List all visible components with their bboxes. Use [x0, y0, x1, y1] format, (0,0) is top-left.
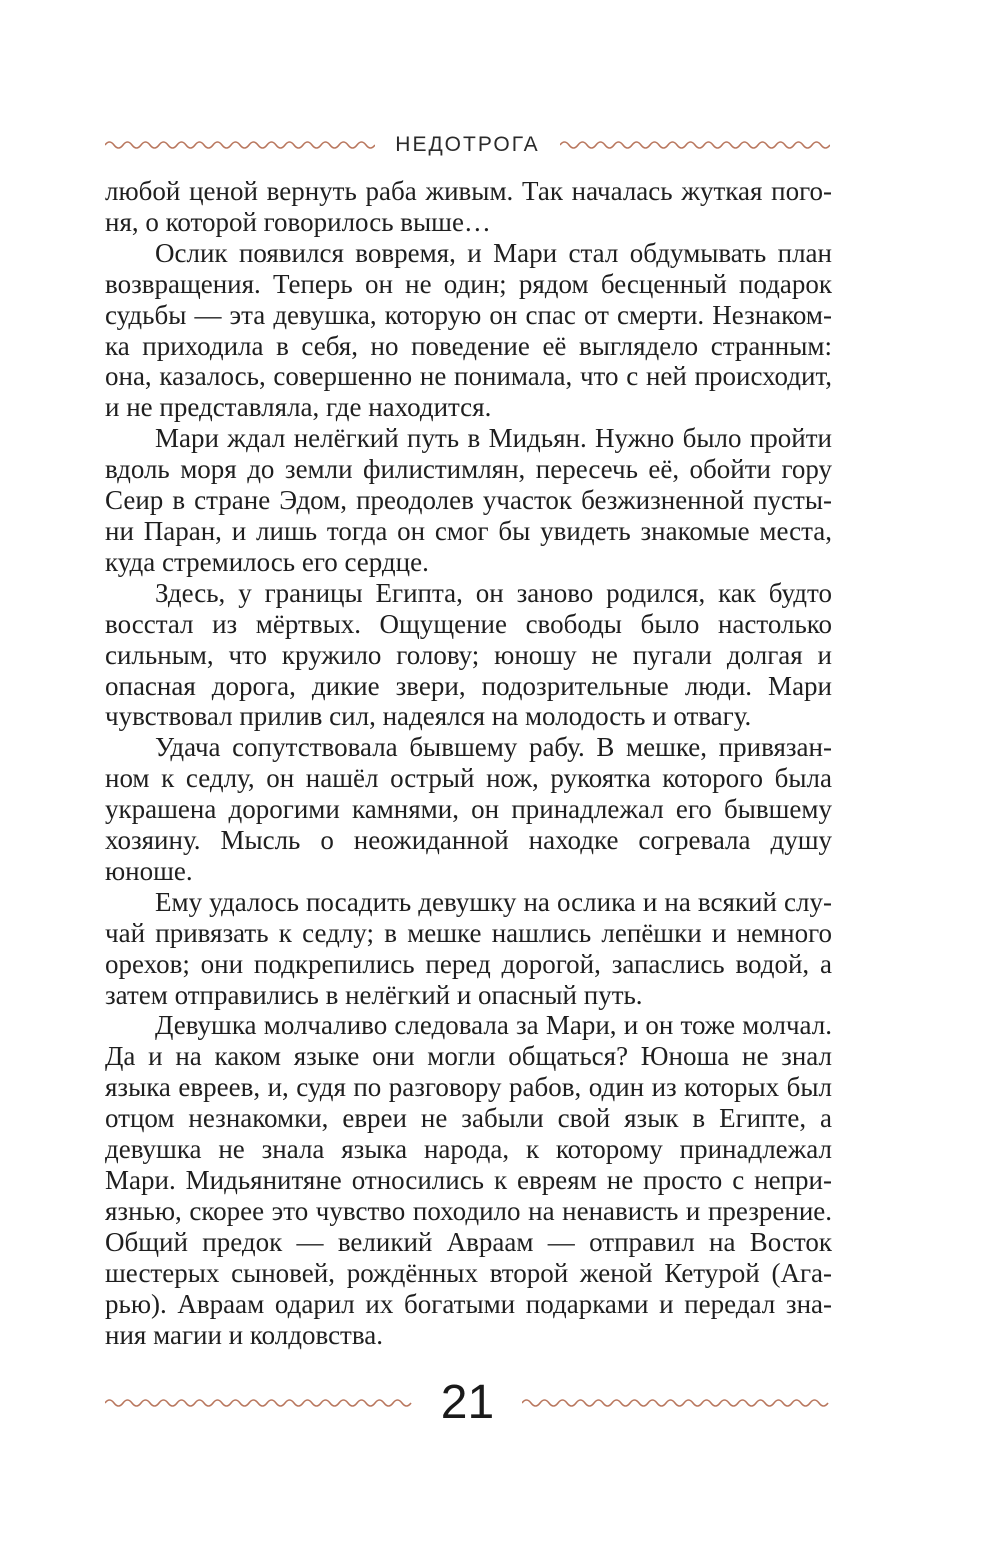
running-header	[105, 130, 830, 160]
paragraph: Ослик появился вовремя, и Мари стал обдумывать план возвращения. Теперь он не один; рядом бесценный подарок судьбы — эта девушка, которую он спас от смерти. Незнакомка приходила в себя, но поведение её выглядело странным: она, казалось, совершенно не понимала, что с ней происходит, и не представляла, где находится.	[105, 237, 832, 423]
page-number: 21	[440, 1376, 495, 1429]
paragraph: Ему удалось посадить девушку на ослика и на всякий случай привязать к седлу; в мешке нашлись лепёшки и немного орехов; они подкрепились перед дорогой, запаслись водой, а затем отправились в нелёгкий и опасный путь.	[105, 886, 832, 1010]
footer-right-ornament-icon	[522, 1396, 830, 1410]
header-right-ornament-icon	[560, 138, 830, 152]
running-title: НЕДОТРОГА	[395, 133, 540, 156]
body-text	[105, 176, 832, 1350]
paragraph: Девушка молчаливо следовала за Мари, и он тоже молчал. Да и на каком языке они могли общаться? Юноша не знал языка евреев, и, судя по разговору рабов, один из которых был отцом незнакомки, евреи не забыли свой язык в Египте, а девушка не знала языка народа, к которому принадлежал Мари. Мидьянитяне относились к евреям не просто с неприязнью, скорее это чувство походило на ненависть и презрение. Общий предок — великий Авраам — отправил на Восток шестерых сыновей, рождённых второй женой Кетурой (Агарью). Авраам одарил их богатыми подарками и передал знания магии и колдовства.	[105, 1010, 832, 1350]
paragraph: Здесь, у границы Египта, он заново родился, как будто восстал из мёртвых. Ощущение свободы было настолько сильным, что кружило голову; юношу не пугали долгая и опасная дорога, дикие звери, подозрительные люди. Мари чувствовал прилив сил, надеялся на молодость и отвагу.	[105, 577, 832, 732]
footer-left-ornament-icon	[105, 1396, 413, 1410]
paragraph: любой ценой вернуть раба живым. Так началась жуткая погоня, о которой говорилось выше…	[105, 176, 832, 237]
page-footer	[105, 1368, 830, 1438]
paragraph: Удача сопутствовала бывшему рабу. В мешке, привязанном к седлу, он нашёл острый нож, рукоятка которого была украшена дорогими камнями, он принадлежал его бывшему хозяину. Мысль о неожиданной находке согревала душу юноше.	[105, 732, 832, 886]
paragraph: Мари ждал нелёгкий путь в Мидьян. Нужно было пройти вдоль моря до земли филистимлян, пересечь её, обойти гору Сеир в стране Эдом, преодолев участок безжизненной пустыни Паран, и лишь тогда он смог бы увидеть знакомые места, куда стремилось его сердце.	[105, 423, 832, 577]
header-left-ornament-icon	[105, 138, 375, 152]
